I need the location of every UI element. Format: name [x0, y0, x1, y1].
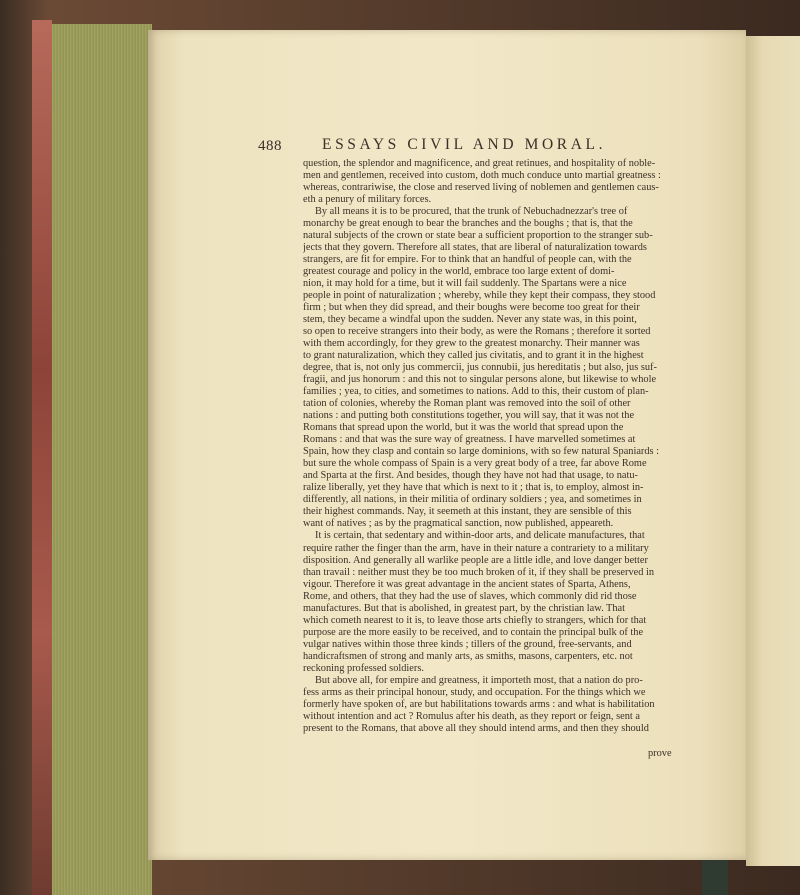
book-cover-edge	[32, 20, 52, 895]
text-line: Rome, and others, that they had the use of slaves, which commonly did rid those	[303, 590, 637, 602]
text-line: vigour. Therefore it was great advantage in the ancient states of Sparta, Athens,	[303, 578, 631, 590]
text-line: strangers, are fit for empire. For to think that an handful of people can, with the	[303, 254, 632, 266]
text-line: natural subjects of the crown or state bear a sufficient proportion to the stranger sub-	[303, 230, 653, 242]
text-line: By all means it is to be procured, that the trunk of Nebuchadnezzar's tree of	[315, 206, 628, 218]
text-line: require rather the finger than the arm, have in their nature a contrariety to a military	[303, 542, 649, 554]
text-line: people in point of naturalization ; whereby, while they kept their compass, they stood	[303, 290, 656, 302]
text-line: fragii, and jus honorum : and this not to singular persons alone, but likewise to whole	[303, 374, 657, 386]
text-line: manufactures. But that is abolished, in greatest part, by the christian law. That	[303, 602, 626, 614]
text-line: present to the Romans, that above all they should intend arms, and then they should	[303, 722, 649, 734]
text-line: eth a penury of military forces.	[303, 194, 432, 206]
text-line: monarchy be great enough to bear the branches and the boughs ; that is, that the	[303, 218, 633, 230]
running-title: ESSAYS CIVIL AND MORAL.	[322, 136, 607, 153]
text-line: nations : and putting both constitutions together, you will say, that it was not the	[303, 410, 635, 422]
text-line: Spain, how they clasp and contain so large dominions, with so few natural Spaniards :	[303, 446, 660, 458]
text-line: without intention and act ? Romulus after his death, as they report or feign, sent a	[303, 710, 640, 722]
text-line: differently, all nations, in their militia of ordinary soldiers ; yea, and sometimes in	[303, 494, 642, 506]
text-line: formerly have spoken of, are but habilitations towards arms : and what is habilitation	[303, 698, 655, 710]
text-line: degree, that is, not only jus commercii, jus connubii, jus hereditatis ; but also, jus suf-	[303, 362, 657, 374]
text-line: Romans that spread upon the world, but it was the world that spread upon the	[303, 422, 624, 434]
text-line: fess arms as their principal honour, study, and occupation. For the things which we	[303, 686, 646, 698]
text-line: purpose are the more easily to be received, and to contain the principal bulk of the	[303, 626, 644, 638]
text-line: firm ; but when they did spread, and their boughs were become too great for their	[303, 302, 640, 314]
catchword: prove	[648, 748, 672, 759]
text-line: jects that they govern. Therefore all states, that are liberal of naturalization towards	[303, 242, 647, 254]
text-line: Romans : and that was the sure way of greatness. I have marvelled sometimes at	[303, 434, 636, 446]
text-line: ralize liberally, yet they have that which is next to it ; that is, to employ, almost in-	[303, 482, 644, 494]
text-line: so open to receive strangers into their body, as were the Romans ; therefore it sorted	[303, 326, 651, 338]
text-line: their highest commands. Nay, it seemeth at this instant, they are sensible of this	[303, 506, 632, 518]
text-line: reckoning professed soldiers.	[303, 662, 424, 674]
page-header	[258, 138, 688, 158]
text-line: question, the splendor and magnificence, and great retinues, and hospitality of noble-	[303, 158, 656, 169]
text-line: But above all, for empire and greatness, it importeth most, that a nation do pro-	[315, 674, 643, 686]
text-line: with them accordingly, for they grew to the greatest monarchy. Their manner was	[303, 338, 640, 350]
text-line: families ; yea, to cities, and sometimes to nations. Add to this, their custom of plan-	[303, 386, 649, 398]
body-text	[303, 158, 681, 735]
text-line: men and gentlemen, received into custom, doth much conduce unto martial greatness :	[303, 170, 661, 182]
text-line: than travail : neither must they be too much broken of it, if they shall be preserved in	[303, 566, 655, 578]
text-line: but sure the whole compass of Spain is a very great body of a tree, far above Rome	[303, 458, 647, 470]
text-line: vulgar natives within those three kinds ; tillers of the ground, free-servants, and	[303, 638, 632, 650]
facing-page-edge	[746, 36, 800, 866]
text-line: want of natives ; as by the pragmatical sanction, now published, appeareth.	[303, 518, 614, 530]
text-line: and Sparta at the first. And besides, though they have not had that usage, to natu-	[303, 470, 638, 482]
text-line: stem, they became a windfal upon the sudden. Never any state was, in this point,	[303, 314, 637, 326]
text-line: nion, it may hold for a time, but it will fail suddenly. The Spartans were a nice	[303, 278, 627, 290]
text-line: It is certain, that sedentary and within-door arts, and delicate manufactures, that	[315, 530, 645, 542]
text-line: which cometh nearest to it is, to leave those arts chiefly to strangers, which for that	[303, 614, 647, 626]
page-number: 488	[258, 138, 282, 154]
text-line: tation of colonies, whereby the Roman plant was removed into the soil of other	[303, 398, 631, 410]
text-line: disposition. And generally all warlike people are a little idle, and love danger better	[303, 554, 648, 566]
page-stack-edge	[52, 24, 152, 895]
text-line: whereas, contrariwise, the close and reserved living of noblemen and gentlemen caus-	[303, 182, 659, 194]
text-line: to grant naturalization, which they called jus civitatis, and to grant it in the highest	[303, 350, 644, 362]
text-line: greatest courage and policy in the world, embrace too large extent of domi-	[303, 266, 615, 278]
text-line: handicraftsmen of strong and manly arts, as smiths, masons, carpenters, etc. not	[303, 650, 633, 662]
ribbon-bookmark	[702, 860, 728, 895]
